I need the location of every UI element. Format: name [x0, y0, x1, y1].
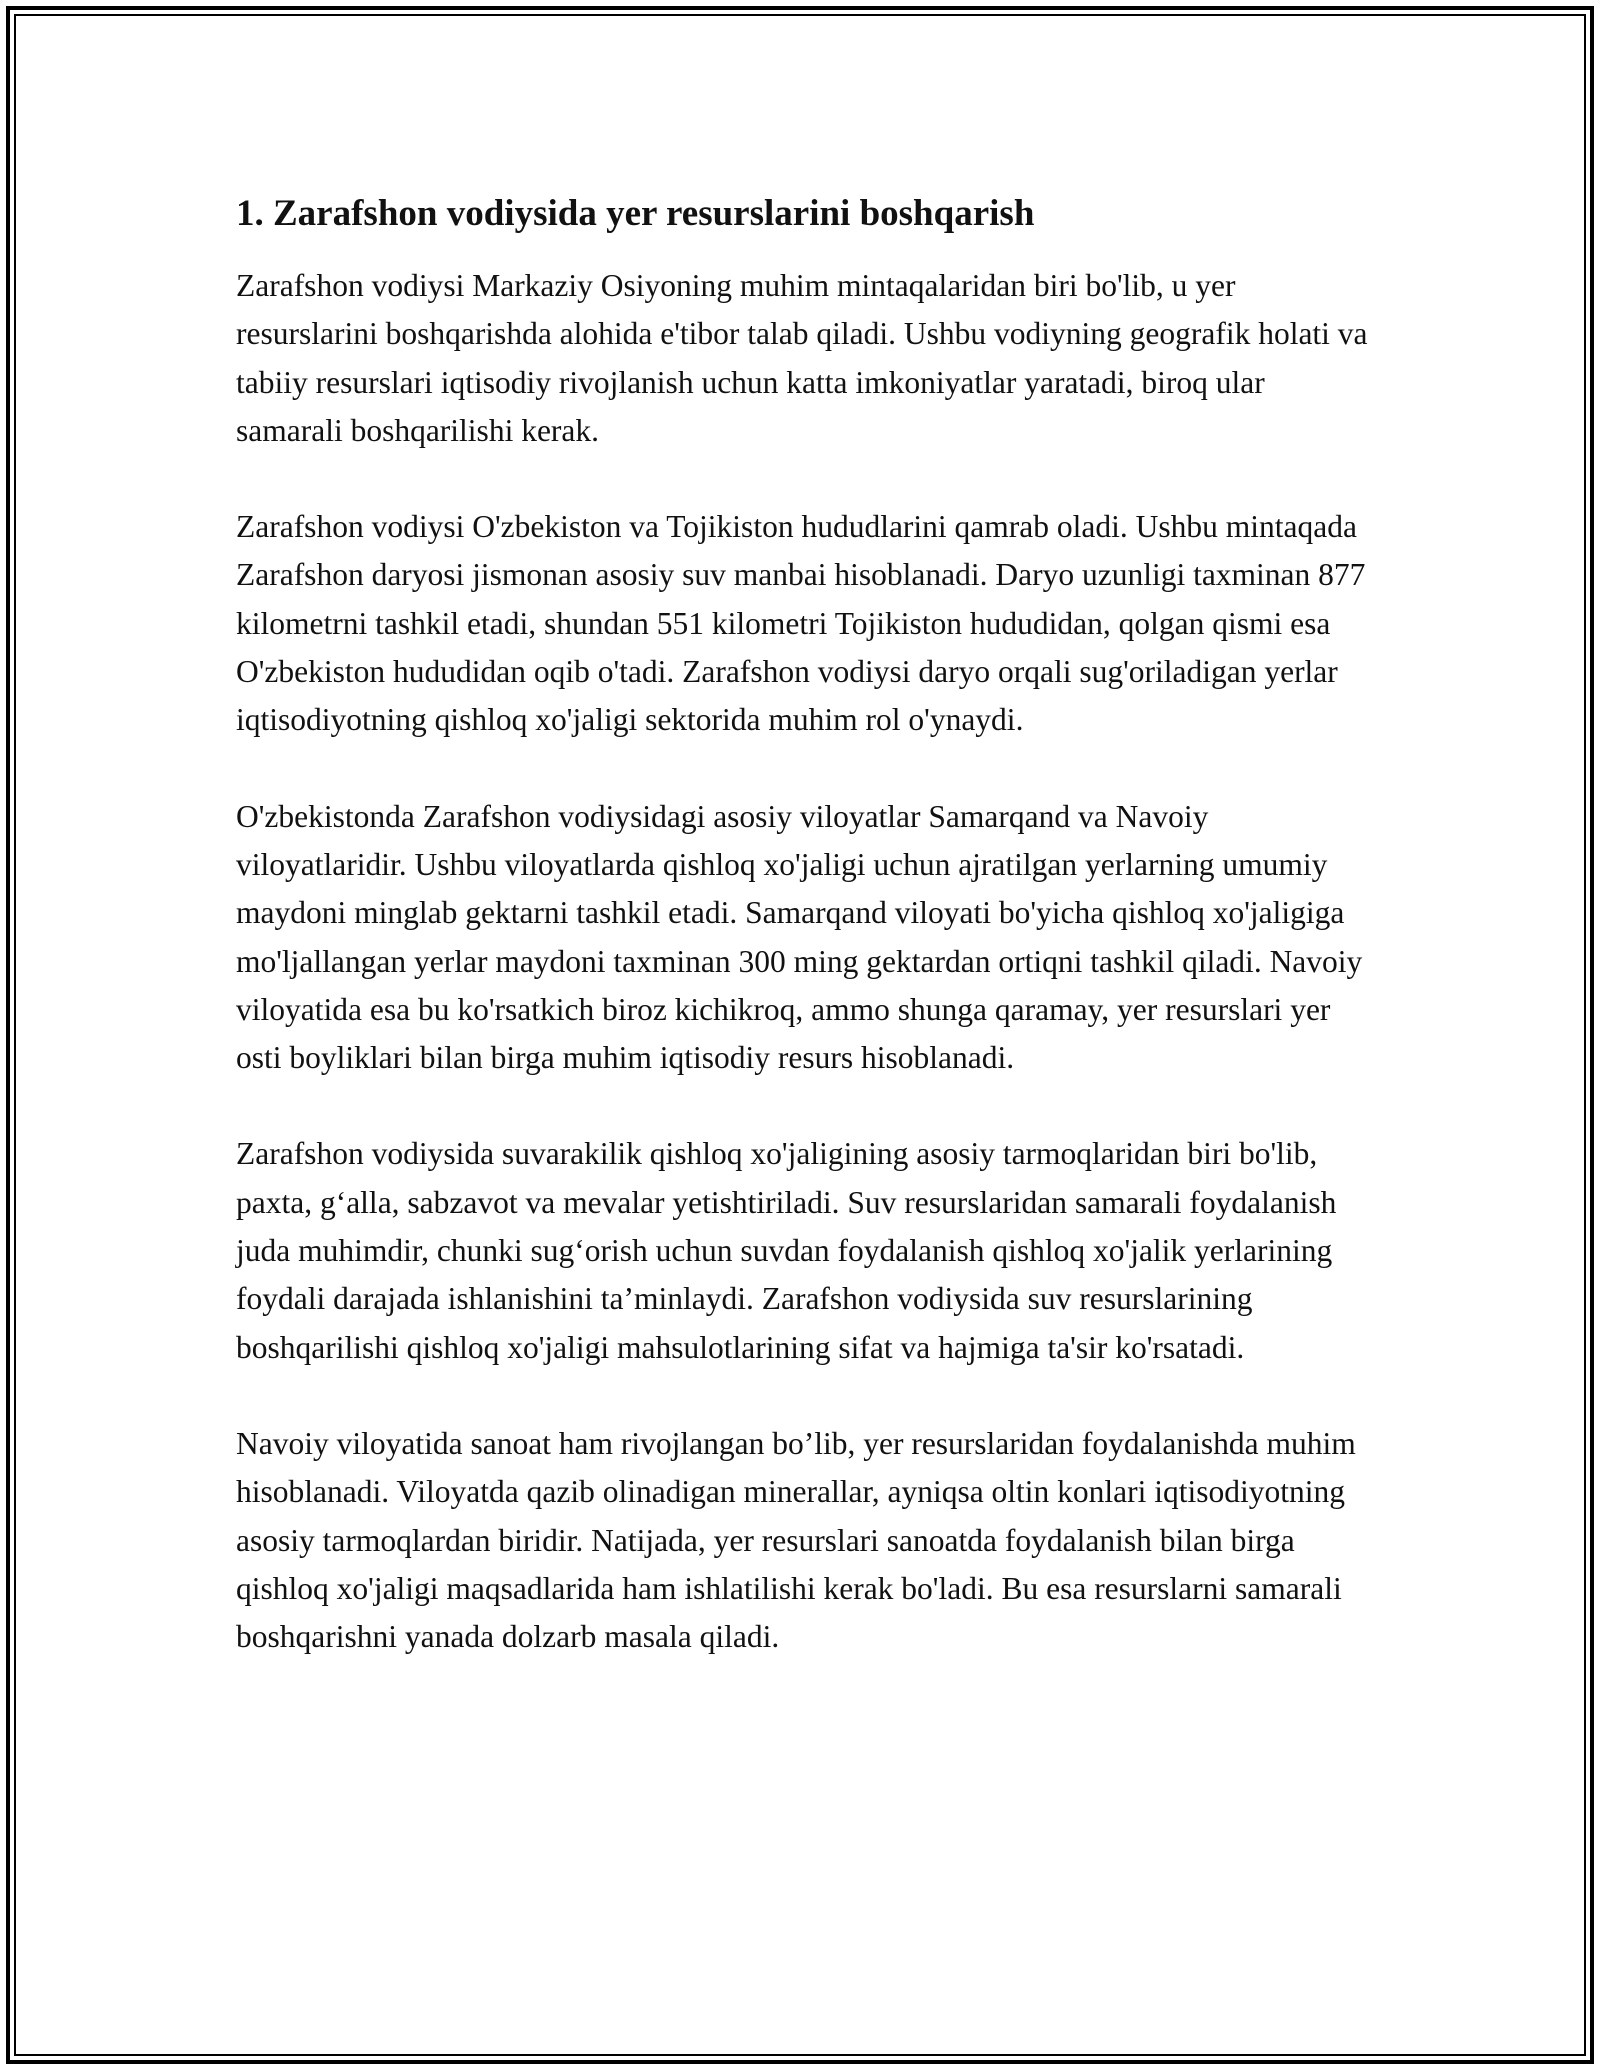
paragraph-2: Zarafshon vodiysi O'zbekiston va Tojikiston hududlarini qamrab oladi. Ushbu mintaqada Zarafshon daryosi jismonan asosiy suv manbai hisoblanadi. Daryo uzunligi taxminan 877 kilometrni tashkil etadi, shundan 551 kilometri Tojikiston hududidan, qolgan qismi esa O'zbekiston hududidan oqib o'tadi. Zarafshon vodiysi daryo orqali sug'oriladigan yerlar iqtisodiyotning qishloq xo'jaligi sektorida muhim rol o'ynaydi.	[236, 509, 1366, 738]
paragraph-1: Zarafshon vodiysi Markaziy Osiyoning muhim mintaqalaridan biri bo'lib, u yer resurslarini boshqarishda alohida e'tibor talab qiladi. Ushbu vodiyning geografik holati va tabiiy resurslari iqtisodiy rivojlanish uchun katta imkoniyatlar yaratadi, biroq ular samarali boshqarilishi kerak.	[236, 268, 1368, 448]
document-body	[236, 188, 1376, 1709]
paragraph-5: Navoiy viloyatida sanoat ham rivojlangan bo’lib, yer resurslaridan foydalanishda muhim hisoblanadi. Viloyatda qazib olinadigan minerallar, ayniqsa oltin konlari iqtisodiyotning asosiy tarmoqlardan biridir. Natijada, yer resurslari sanoatda foydalanish bilan birga qishloq xo'jaligi maqsadlarida ham ishlatilishi kerak bo'ladi. Bu esa resurslarni samarali boshqarishni yanada dolzarb masala qiladi.	[236, 1425, 1356, 1655]
paragraph-4: Zarafshon vodiysida suvarakilik qishloq xo'jaligining asosiy tarmoqlaridan biri bo'lib, paxta, g‘alla, sabzavot va mevalar yetishtiriladi. Suv resurslaridan samarali foydalanish juda muhimdir, chunki sug‘orish uchun suvdan foydalanish qishloq xo'jalik yerlarining foydali darajada ishlanishini ta’minlaydi. Zarafshon vodiysida suv resurslarining boshqarilishi qishloq xo'jaligi mahsulotlarining sifat va hajmiga ta'sir ko'rsatadi.	[236, 1136, 1337, 1365]
paragraph-3: O'zbekistonda Zarafshon vodiysidagi asosiy viloyatlar Samarqand va Navoiy viloyatlaridir. Ushbu viloyatlarda qishloq xo'jaligi uchun ajratilgan yerlarning umumiy maydoni minglab gektarni tashkil etadi. Samarqand viloyati bo'yicha qishloq xo'jaligiga mo'ljallangan yerlar maydoni taxminan 300 ming gektardan ortiqni tashkil qiladi. Navoiy viloyatida esa bu ko'rsatkich biroz kichikroq, ammo shunga qaramay, yer resurslari yer osti boyliklari bilan birga muhim iqtisodiy resurs hisoblanadi.	[236, 798, 1363, 1076]
section-heading: 1. Zarafshon vodiysida yer resurslarini boshqarish	[236, 193, 1035, 234]
